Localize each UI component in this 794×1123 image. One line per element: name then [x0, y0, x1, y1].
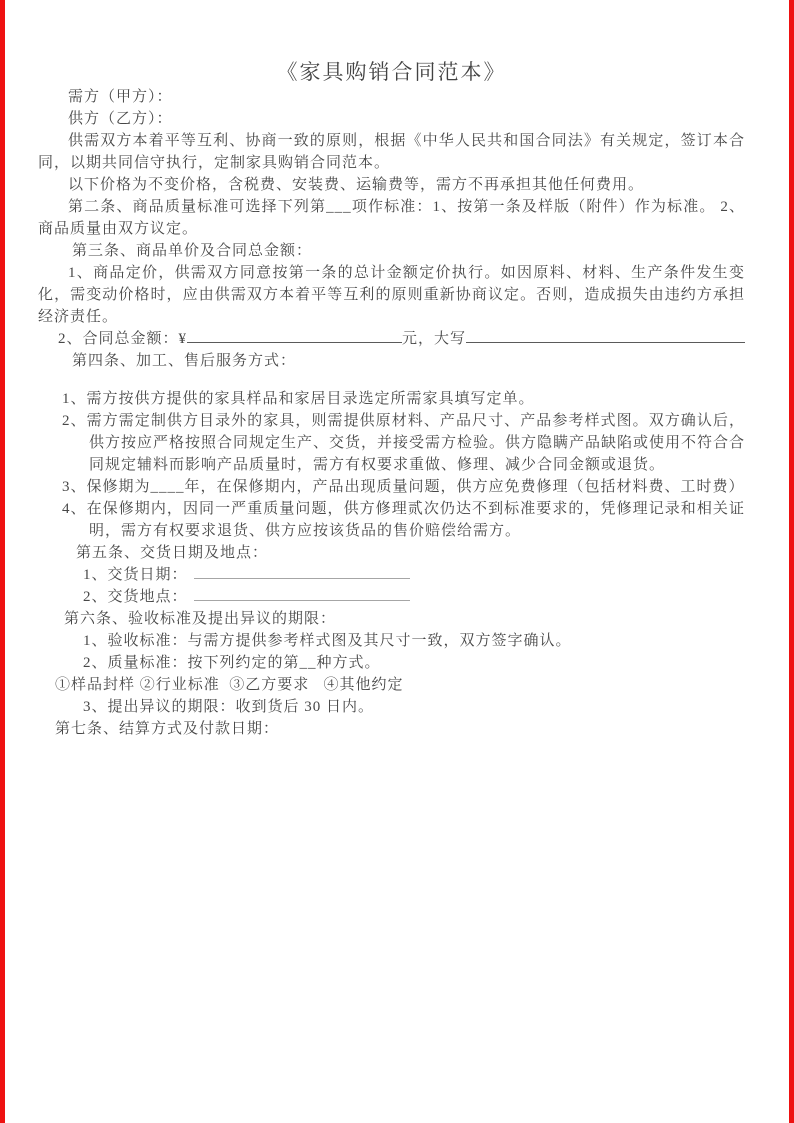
delivery-date-label: 1、交货日期：: [83, 567, 188, 583]
article6-item-1: 1、验收标准：与需方提供参考样式图及其尺寸一致，双方签字确认。: [83, 633, 572, 649]
article6-heading: 第六条、验收标准及提出异议的期限：: [64, 611, 337, 627]
delivery-place-blank-field: [194, 588, 410, 601]
party-b-line: 供方（乙方）：: [68, 111, 173, 127]
right-red-border: [789, 0, 794, 1123]
amount-prefix-label: 2、合同总金额：¥: [58, 331, 188, 347]
preamble-paragraph: 供需双方本着平等互利、协商一致的原则，根据《中华人民共和国合同法》有关规定，签订本合同，以期共同信守执行，定制家具购销合同范本。: [38, 133, 745, 171]
amount-in-words-label: 元，大写: [402, 331, 467, 347]
contract-amount-line: [38, 328, 745, 350]
article6-item-3: 3、提出异议的期限：收到货后 30 日内。: [83, 699, 375, 715]
document-content: [38, 0, 745, 740]
article6-item-2: 2、质量标准：按下列约定的第__种方式。: [83, 655, 381, 671]
document-title: 《家具购销合同范本》: [276, 60, 507, 84]
article2-paragraph: 第二条、商品质量标准可选择下列第___项作标准：1、按第一条及样版（附件）作为标准。 2、商品质量由双方议定。: [38, 199, 745, 237]
article4-heading: 第四条、加工、售后服务方式：: [72, 353, 297, 369]
article4-item-list: [38, 388, 745, 542]
article7-heading: 第七条、结算方式及付款日期：: [55, 721, 280, 737]
article4-item-4: 4、在保修期内，因同一严重质量问题，供方修理贰次仍达不到标准要求的，凭修理记录和相关证明，需方有权要求退货、供方应按该货品的售价赔偿给需方。: [62, 501, 745, 539]
article4-item-1: 1、需方按供方提供的家具样品和家居目录选定所需家具填写定单。: [62, 391, 535, 407]
party-a-line: 需方（甲方）：: [68, 89, 173, 105]
price-note-paragraph: 以下价格为不变价格，含税费、安装费、运输费等，需方不再承担其他任何费用。: [68, 177, 645, 193]
delivery-place-line: [38, 586, 745, 608]
article6-option-list: ①样品封样 ②行业标准 ③乙方要求 ④其他约定: [55, 677, 404, 693]
left-red-border: [0, 0, 5, 1123]
amount-in-words-blank-field: [466, 328, 745, 343]
delivery-date-blank-field: [194, 566, 410, 579]
article4-item-3: 3、保修期为____年，在保修期内，产品出现质量问题，供方应免费修理（包括材料费、工时费）: [62, 479, 745, 495]
article5-heading: 第五条、交货日期及地点：: [76, 545, 269, 561]
amount-blank-field: [187, 328, 402, 343]
article3-item1-paragraph: 1、商品定价，供需双方同意按第一条的总计金额定价执行。如因原料、材料、生产条件发生变化，需变动价格时，应由供需双方本着平等互利的原则重新协商议定。否则，造成损失由违约方承担经济责任。: [38, 265, 745, 325]
article3-heading: 第三条、商品单价及合同总金额：: [72, 243, 313, 259]
delivery-place-label: 2、交货地点：: [83, 589, 188, 605]
article4-item-2: 2、需方需定制供方目录外的家具，则需提供原材料、产品尺寸、产品参考样式图。双方确认后，供方按应严格按照合同规定生产、交货，并接受需方检验。供方隐瞒产品缺陷或使用不符合合同规定辅料而影响产品质量时，需方有权要求重做、修理、减少合同金额或退货。: [62, 413, 746, 473]
delivery-date-line: [38, 564, 745, 586]
